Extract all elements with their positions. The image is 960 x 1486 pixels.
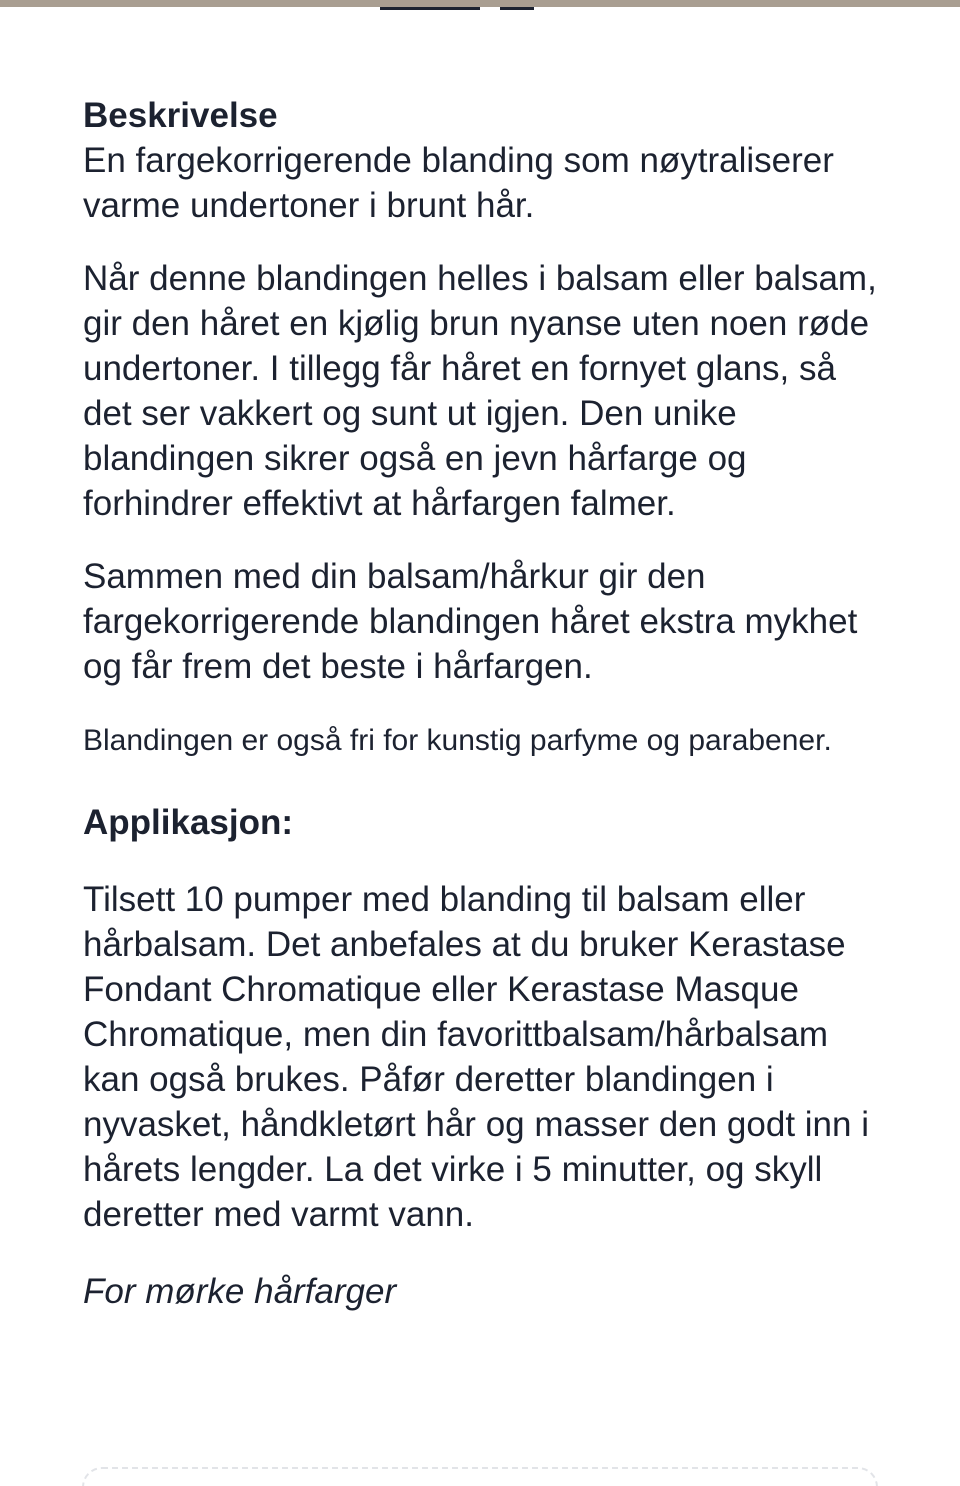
application-instructions: Tilsett 10 pumper med blanding til balsam eller hårbalsam. Det anbefales at du bruker Kerastase Fondant Chromatique eller Kerastase Masque Chromatique, men din favorittbalsam/hårbalsam kan også brukes. Påfør deretter blandingen i nyvasket, håndkletørt hår og masser den godt inn i hårets lengder. La det virke i 5 minutter, og skyll deretter med varmt vann.	[83, 880, 869, 1234]
top-image-edge	[0, 0, 960, 7]
ingredient-note: Blandingen er også fri for kunstig parfyme og parabener.	[83, 724, 832, 757]
product-description-section	[83, 94, 883, 1314]
next-card[interactable]	[82, 1467, 878, 1486]
description-heading: Beskrivelse	[83, 96, 278, 135]
hair-type-note: For mørke hårfarger	[83, 1272, 397, 1311]
description-lead: En fargekorrigerende blanding som nøytraliserer varme undertoner i brunt hår.	[83, 141, 834, 225]
description-paragraph: Sammen med din balsam/hårkur gir den fargekorrigerende blandingen håret ekstra mykhet og får frem det beste i hårfargen.	[83, 557, 858, 686]
description-paragraph: Når denne blandingen helles i balsam eller balsam, gir den håret en kjølig brun nyanse uten noen røde undertoner. I tillegg får håret en fornyet glans, så det ser vakkert og sunt ut igjen. Den unike blandingen sikrer også en jevn hårfarge og forhindrer effektivt at hårfargen falmer.	[83, 259, 877, 523]
cropped-heading-fragment	[380, 7, 480, 10]
application-heading: Applikasjon:	[83, 803, 294, 842]
cropped-heading-fragment	[500, 7, 534, 10]
